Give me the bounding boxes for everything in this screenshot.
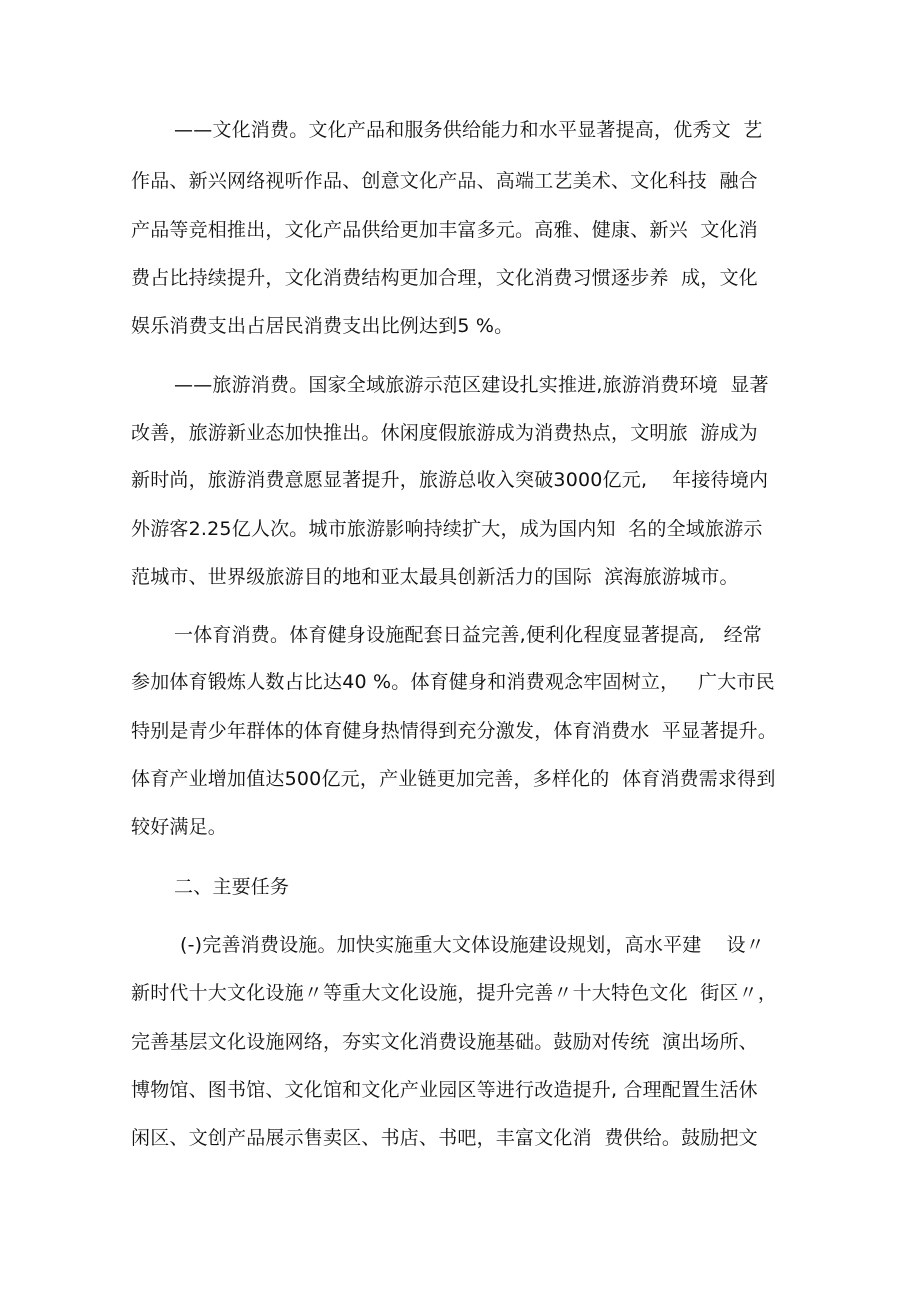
paragraph-consumption-facilities-line-3: 完善基层文化设施网络，夯实文化消费设施基础。鼓励对传统 演出场所、 bbox=[131, 1031, 758, 1053]
paragraph-consumption-facilities-line-5: 闲区、文创产品展示售卖区、书店、书吧，丰富文化消 费供给。鼓励把文 bbox=[131, 1127, 758, 1149]
paragraph-cultural-consumption-line-4: 费占比持续提升，文化消费结构更加合理，文化消费习惯逐步养 成，文化 bbox=[131, 267, 758, 289]
paragraph-sports-consumption-line-5: 较好满足。 bbox=[131, 816, 228, 838]
paragraph-cultural-consumption-line-1: ——文化消费。文化产品和服务供给能力和水平显著提高，优秀文 艺 bbox=[174, 119, 763, 141]
section-heading-main-tasks: 二、主要任务 bbox=[174, 876, 290, 898]
paragraph-tourism-consumption-line-3: 新时尚，旅游消费意愿显著提升，旅游总收入突破3000亿元, 年接待境内 bbox=[131, 469, 769, 491]
paragraph-tourism-consumption-line-5: 范城市、世界级旅游目的地和亚太最具创新活力的国际 滨海旅游城市。 bbox=[131, 566, 739, 588]
paragraph-sports-consumption-line-4: 体育产业增加值达500亿元，产业链更加完善，多样化的 体育消费需求得到 bbox=[131, 768, 776, 790]
paragraph-cultural-consumption-line-3: 产品等竞相推出，文化产品供给更加丰富多元。高雅、健康、新兴 文化消 bbox=[131, 219, 758, 241]
paragraph-sports-consumption-line-1: 一体育消费。体育健身设施配套日益完善,便利化程度显著提高, 经常 bbox=[174, 624, 762, 646]
paragraph-cultural-consumption-line-2: 作品、新兴网络视听作品、创意文化产品、高端工艺美术、文化科技 融合 bbox=[131, 170, 758, 192]
paragraph-cultural-consumption-line-5: 娱乐消费支出占居民消费支出比例达到5 %。 bbox=[131, 315, 514, 337]
paragraph-consumption-facilities-line-4: 博物馆、图书馆、文化馆和文化产业园区等进行改造提升, 合理配置生活休 bbox=[131, 1079, 758, 1101]
paragraph-sports-consumption-line-2: 参加体育锻炼人数占比达40 %。体育健身和消费观念牢固树立， 广大市民 bbox=[131, 671, 775, 693]
paragraph-consumption-facilities-line-2: 新时代十大文化设施〃等重大文化设施，提升完善〃十大特色文化 街区〃， bbox=[131, 982, 778, 1004]
paragraph-consumption-facilities-line-1: (-)完善消费设施。加快实施重大文体设施建设规划，高水平建 设〃 bbox=[180, 934, 765, 956]
paragraph-tourism-consumption-line-4: 外游客2.25亿人次。城市旅游影响持续扩大，成为国内知 名的全域旅游示 bbox=[131, 518, 763, 540]
paragraph-tourism-consumption-line-2: 改善，旅游新业态加快推出。休闲度假旅游成为消费热点，文明旅 游成为 bbox=[131, 422, 758, 444]
paragraph-tourism-consumption-line-1: ——旅游消费。国家全域旅游示范区建设扎实推进,旅游消费环境 显著 bbox=[174, 374, 769, 396]
paragraph-sports-consumption-line-3: 特别是青少年群体的体育健身热情得到充分激发，体育消费水 平显著提升。 bbox=[131, 720, 778, 742]
